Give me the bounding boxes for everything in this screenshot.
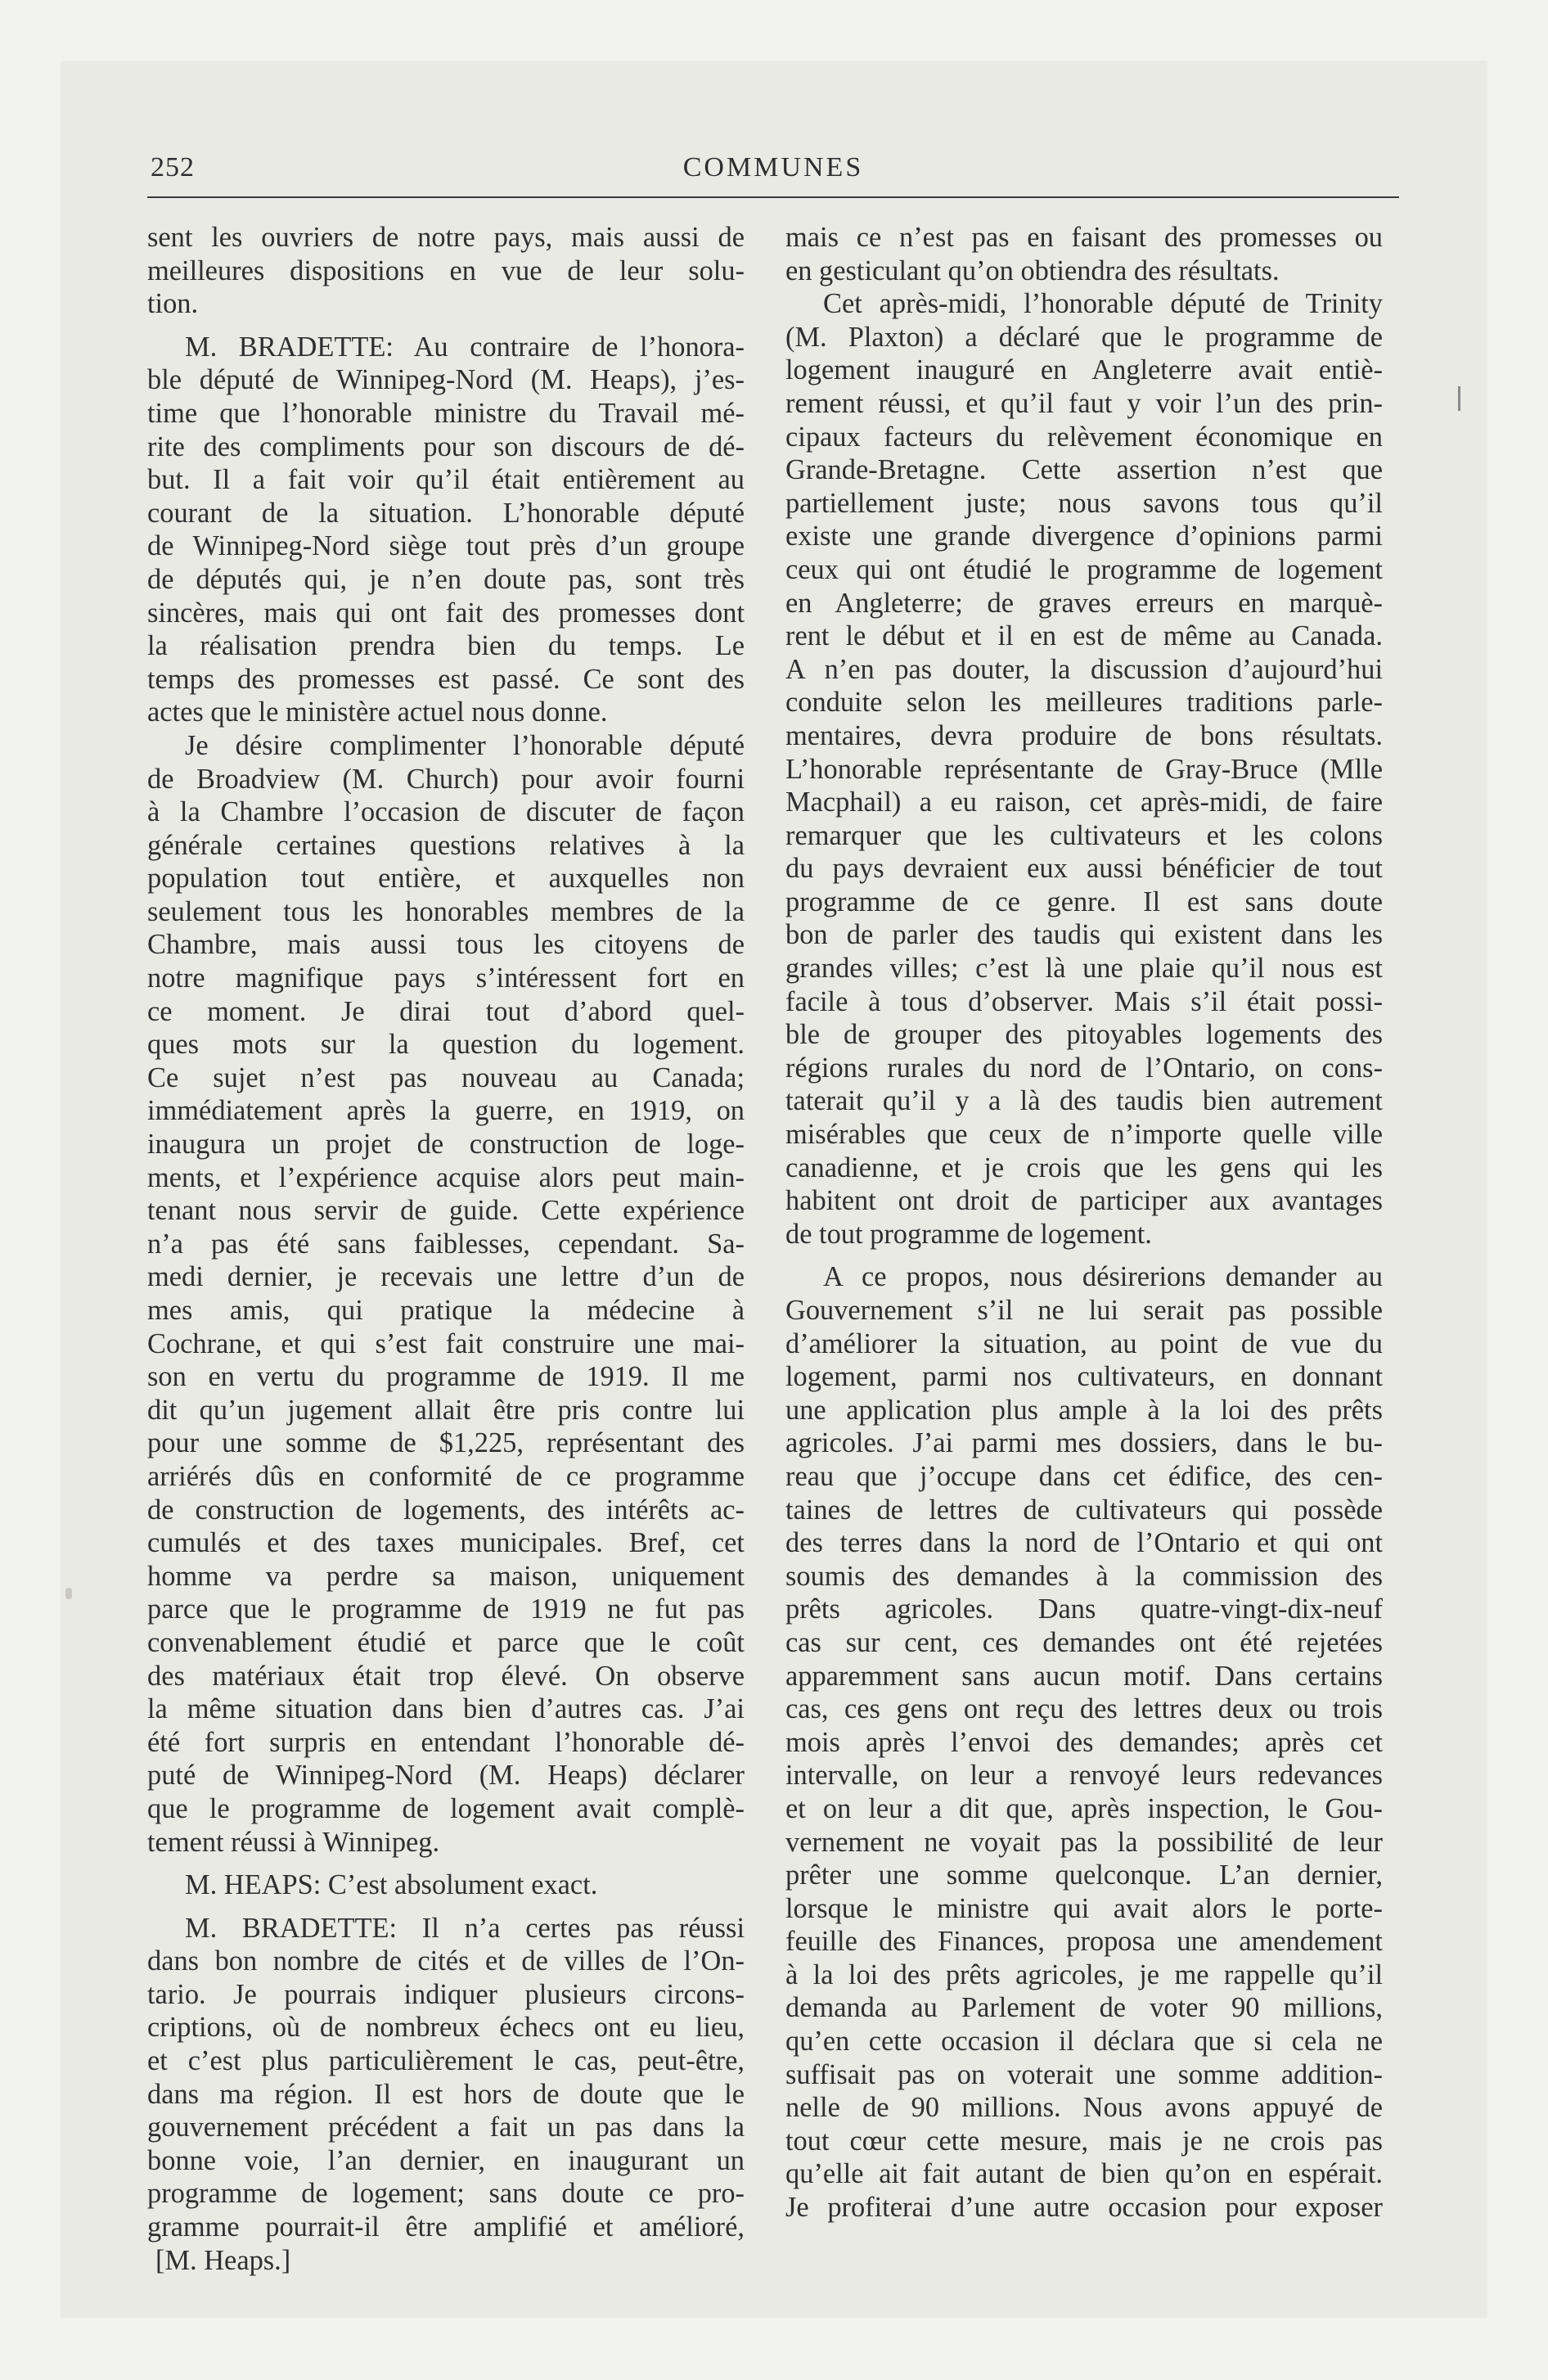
text-line: Je profiterai d’une autre occasion pour exposer: [785, 2192, 1383, 2224]
text-line: Chambre, mais aussi tous les citoyens de: [147, 929, 745, 961]
scan-speck: [65, 1588, 72, 1599]
text-line: A ce propos, nous désirerions demander au: [823, 1261, 1383, 1293]
text-line: cumulés et des taxes municipales. Bref, cet: [147, 1527, 745, 1559]
text-line: des terres dans la nord de l’Ontario et qui ont: [785, 1527, 1383, 1559]
text-line: cas, ces gens ont reçu des lettres deux ou trois: [785, 1693, 1383, 1725]
text-line: n’a pas été sans faiblesses, cependant. Sa-: [147, 1228, 745, 1260]
text-line: tement réussi à Winnipeg.: [147, 1826, 440, 1858]
paragraph-gap: [147, 1902, 745, 1912]
text-line: Cochrane, et qui s’est fait construire une mai-: [147, 1327, 745, 1359]
text-line: parce que le programme de 1919 ne fut pas: [147, 1593, 745, 1625]
text-line: reau que j’occupe dans cet édifice, des cen-: [785, 1460, 1383, 1492]
text-line: ques mots sur la question du logement.: [147, 1029, 745, 1061]
text-line: en gesticulant qu’on obtiendra des résultats.: [785, 255, 1280, 286]
text-line: inaugura un projet de construction de loge-: [147, 1129, 745, 1161]
text-line: pour une somme de $1,225, représentant des: [147, 1427, 745, 1459]
text-line: homme va perdre sa maison, uniquement: [147, 1560, 745, 1592]
text-line: Je désire complimenter l’honorable député: [185, 729, 745, 761]
text-line: d’améliorer la situation, au point de vue du: [785, 1327, 1383, 1359]
text-line: régions rurales du nord de l’Ontario, on cons-: [785, 1052, 1383, 1084]
text-line: ble de grouper des pitoyables logements des: [785, 1019, 1383, 1051]
text-line: de Broadview (M. Church) pour avoir fourni: [147, 763, 745, 795]
paragraph-gap: [147, 321, 745, 331]
text-line: gouvernement précédent a fait un pas dans la: [147, 2112, 745, 2143]
paragraph-gap: [785, 1251, 1383, 1260]
text-line: A n’en pas douter, la discussion d’aujourd’hui: [785, 653, 1383, 685]
text-line: de Winnipeg-Nord siège tout près d’un groupe: [147, 530, 745, 562]
text-line: dans ma région. Il est hors de doute que le: [147, 2078, 745, 2110]
text-line: son en vertu du programme de 1919. Il me: [147, 1361, 745, 1393]
text-line: partiellement juste; nous savons tous qu’il: [785, 487, 1383, 519]
text-line: cipaux facteurs du relèvement économique en: [785, 421, 1383, 453]
text-line: agricoles. J’ai parmi mes dossiers, dans le bu-: [785, 1427, 1383, 1459]
text-line: prêts agricoles. Dans quatre-vingt-dix-neuf: [785, 1593, 1383, 1625]
text-line: temps des promesses est passé. Ce sont des: [147, 663, 745, 695]
text-line: bonne voie, l’an dernier, en inaugurant un: [147, 2144, 745, 2176]
text-line: à la loi des prêts agricoles, je me rappelle qu’il: [785, 1959, 1383, 1990]
text-line: cas sur cent, ces demandes ont été rejetées: [785, 1626, 1383, 1658]
text-line: ble député de Winnipeg-Nord (M. Heaps), j’es-: [147, 364, 745, 396]
text-line: remarquer que les cultivateurs et les colons: [785, 819, 1383, 851]
text-line: Ce sujet n’est pas nouveau au Canada;: [147, 1062, 745, 1093]
text-line: bon de parler des taudis qui existent dans les: [785, 919, 1383, 951]
text-line: courant de la situation. L’honorable député: [147, 497, 745, 529]
text-line: notre magnifique pays s’intéressent fort en: [147, 962, 745, 994]
paragraph-gap: [147, 1859, 745, 1868]
text-line: immédiatement après la guerre, en 1919, on: [147, 1095, 745, 1127]
text-line: mes amis, qui pratique la médecine à: [147, 1295, 745, 1326]
text-line: lorsque le ministre qui avait alors le porte-: [785, 1892, 1383, 1924]
text-line: ceux qui ont étudié le programme de logement: [785, 553, 1383, 585]
text-line: rement réussi, et qu’il faut y voir l’un des prin-: [785, 387, 1383, 419]
text-line: apparemment sans aucun motif. Dans certains: [785, 1660, 1383, 1692]
text-line: habitent ont droit de participer aux avantages: [785, 1185, 1383, 1217]
text-line: population tout entière, et auxquelles non: [147, 863, 745, 895]
text-line: time que l’honorable ministre du Travail mé-: [147, 397, 745, 429]
text-line: sent les ouvriers de notre pays, mais aussi de: [147, 222, 745, 253]
text-line: but. Il a fait voir qu’il était entièrement au: [147, 464, 745, 496]
text-line: grandes villes; c’est là une plaie qu’il nous est: [785, 953, 1383, 985]
text-line: Cet après-midi, l’honorable député de Trinity: [823, 288, 1383, 320]
text-line: une application plus ample à la loi des prêts: [785, 1394, 1383, 1426]
header-rule: [147, 196, 1399, 198]
text-line: convenablement étudié et parce que le coût: [147, 1626, 745, 1658]
speaker-attribution: [M. Heaps.]: [155, 2244, 291, 2276]
text-line: seulement tous les honorables membres de la: [147, 895, 745, 927]
text-line: rite des compliments pour son discours de dé-: [147, 430, 745, 462]
text-line: ments, et l’expérience acquise alors peut main-: [147, 1161, 745, 1193]
text-line: medi dernier, je recevais une lettre d’un de: [147, 1261, 745, 1293]
text-line: dit qu’un jugement allait être pris contre lui: [147, 1394, 745, 1426]
text-line: conduite selon les meilleures traditions parle-: [785, 687, 1383, 719]
page-number: 252: [151, 152, 195, 183]
text-line: L’honorable représentante de Gray-Bruce (Mlle: [785, 753, 1383, 785]
text-line: meilleures dispositions en vue de leur solu-: [147, 255, 745, 286]
text-line: de construction de logements, des intérêts ac-: [147, 1494, 745, 1526]
text-line: Gouvernement s’il ne lui serait pas possible: [785, 1295, 1383, 1326]
text-line: tario. Je pourrais indiquer plusieurs circons-: [147, 1978, 745, 2010]
text-line: générale certaines questions relatives à la: [147, 829, 745, 861]
text-line: que le programme de logement avait complè-: [147, 1792, 745, 1824]
text-line: tenant nous servir de guide. Cette expérience: [147, 1195, 745, 1227]
text-line: programme de ce genre. Il est sans doute: [785, 886, 1383, 917]
text-line: canadienne, et je crois que les gens qui les: [785, 1152, 1383, 1183]
right-text-column: [785, 221, 1383, 2224]
page-header: [147, 152, 1399, 192]
text-line: taterait qu’il y a là des taudis bien autrement: [785, 1085, 1383, 1117]
text-line: qu’elle ait fait autant de bien qu’on en espérait.: [785, 2158, 1383, 2190]
text-line: Grande-Bretagne. Cette assertion n’est que: [785, 454, 1383, 486]
text-line: programme de logement; sans doute ce pro-: [147, 2178, 745, 2210]
text-line: existe une grande divergence d’opinions parmi: [785, 521, 1383, 552]
left-text-column: [147, 221, 745, 2277]
text-line: actes que le ministère actuel nous donne.: [147, 696, 608, 728]
text-line: et on leur a dit que, après inspection, le Gou-: [785, 1792, 1383, 1824]
text-line: demanda au Parlement de voter 90 millions,: [785, 1992, 1383, 2024]
text-line: gramme pourrait-il être amplifié et amélioré,: [147, 2211, 745, 2243]
text-line: M. BRADETTE: Au contraire de l’honora-: [185, 331, 745, 363]
text-line: sincères, mais qui ont fait des promesses dont: [147, 597, 745, 629]
text-line: et c’est plus particulièrement le cas, peut-être,: [147, 2045, 745, 2077]
text-line: du pays devraient eux aussi bénéficier de tout: [785, 853, 1383, 885]
text-line: intervalle, on leur a renvoyé leurs redevances: [785, 1760, 1383, 1792]
text-line: (M. Plaxton) a déclaré que le programme de: [785, 321, 1383, 353]
text-line: M. HEAPS: C’est absolument exact.: [185, 1869, 598, 1901]
running-head: COMMUNES: [682, 152, 864, 183]
text-line: soumis des demandes à la commission des: [785, 1560, 1383, 1592]
text-line: qu’en cette occasion il déclara que si cela ne: [785, 2026, 1383, 2058]
text-line: des matériaux était trop élevé. On observe: [147, 1660, 745, 1692]
text-line: à la Chambre l’occasion de discuter de façon: [147, 796, 745, 828]
text-line: tout cœur cette mesure, mais je ne crois pas: [785, 2125, 1383, 2157]
text-line: de tout programme de logement.: [785, 1218, 1152, 1250]
text-line: mois après l’envoi des demandes; après cet: [785, 1726, 1383, 1758]
text-line: de députés qui, je n’en doute pas, sont très: [147, 563, 745, 595]
text-line: criptions, où de nombreux échecs ont eu lieu,: [147, 2012, 745, 2044]
text-line: mais ce n’est pas en faisant des promesses ou: [785, 222, 1383, 253]
text-line: mentaires, devra produire de bons résultats.: [785, 719, 1383, 751]
text-line: M. BRADETTE: Il n’a certes pas réussi: [185, 1912, 745, 1944]
text-line: feuille des Finances, proposa une amendement: [785, 1926, 1383, 1958]
text-line: facile à tous d’observer. Mais s’il était possi-: [785, 985, 1383, 1017]
text-line: en Angleterre; de graves erreurs en marquè-: [785, 587, 1383, 619]
text-line: vernement ne voyait pas la possibilité de leur: [785, 1826, 1383, 1858]
text-line: tion.: [147, 288, 199, 320]
text-line: la réalisation prendra bien du temps. Le: [147, 630, 745, 662]
text-line: prêter une somme quelconque. L’an dernier,: [785, 1859, 1383, 1891]
text-line: dans bon nombre de cités et de villes de l’On-: [147, 1945, 745, 1977]
text-line: ce moment. Je dirai tout d’abord quel-: [147, 995, 745, 1027]
text-line: taines de lettres de cultivateurs qui possède: [785, 1494, 1383, 1526]
text-line: rent le début et il en est de même au Canada.: [785, 620, 1383, 652]
text-line: arriérés dûs en conformité de ce programme: [147, 1460, 745, 1492]
text-line: Macphail) a eu raison, cet après-midi, de faire: [785, 787, 1383, 818]
text-line: la même situation dans bien d’autres cas. J’ai: [147, 1693, 745, 1725]
text-line: misérables que ceux de n’importe quelle ville: [785, 1119, 1383, 1151]
text-line: suffisait pas on voterait une somme addition-: [785, 2058, 1383, 2090]
text-line: logement inauguré en Angleterre avait entiè-: [785, 354, 1383, 386]
text-line: nelle de 90 millions. Nous avons appuyé de: [785, 2092, 1383, 2124]
text-line: puté de Winnipeg-Nord (M. Heaps) déclarer: [147, 1760, 745, 1792]
text-line: logement, parmi nos cultivateurs, en donnant: [785, 1361, 1383, 1393]
text-line: été fort surpris en entendant l’honorable dé-: [147, 1726, 745, 1758]
margin-mark: [1458, 386, 1460, 411]
